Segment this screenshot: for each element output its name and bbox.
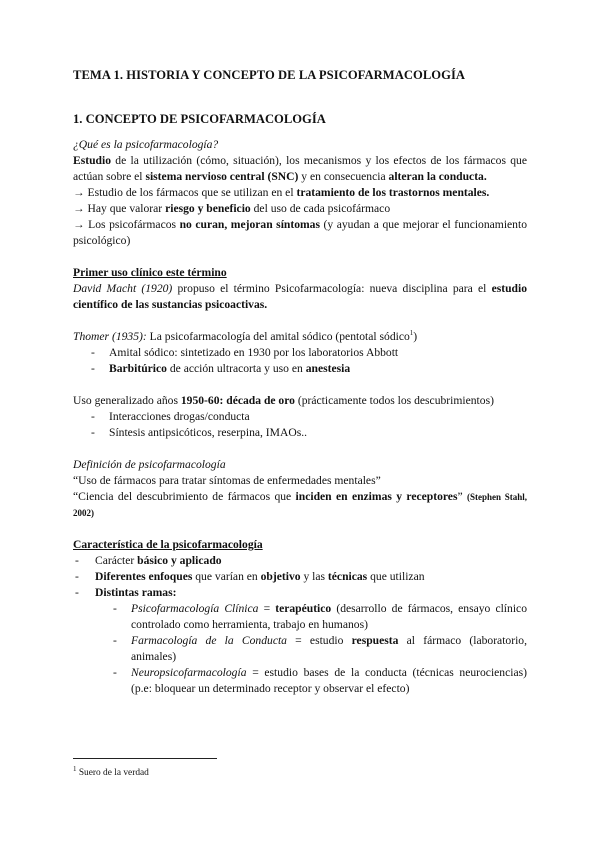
arrow-line-3: → Los psicofármacos no curan, mejoran síntomas (y ayudan a que mejorar el funcionamiento psicológico) bbox=[73, 218, 527, 247]
subsection-heading-primer-uso: Primer uso clínico este término bbox=[73, 266, 227, 279]
list-item: - Carácter básico y aplicado bbox=[73, 553, 527, 569]
list-item: - Síntesis antipsicóticos, reserpina, IMAOs.. bbox=[73, 425, 527, 441]
list-item: - Diferentes enfoques que varían en objetivo y las técnicas que utilizan bbox=[73, 569, 527, 585]
footnote-ref[interactable]: 1 bbox=[409, 329, 414, 338]
list-item: - Barbitúrico de acción ultracorta y uso en anestesia bbox=[73, 361, 527, 377]
list-item: - Farmacología de la Conducta = estudio respuesta al fármaco (laboratorio, animales) bbox=[73, 633, 527, 665]
section-heading: 1. CONCEPTO DE PSICOFARMACOLOGÍA bbox=[73, 112, 326, 126]
list-item: - Psicofarmacología Clínica = terapéutico (desarrollo de fármacos, ensayo clínico controlado como herramienta, trabajo en humanos) bbox=[73, 601, 527, 633]
thomer-paragraph: Thomer (1935): La psicofarmacología del amital sódico (pentotal sódico$^1$) bbox=[73, 329, 418, 343]
definition-quote-1: “Uso de fármacos para tratar síntomas de enfermedades mentales” bbox=[73, 474, 381, 487]
document-page bbox=[73, 67, 527, 697]
definition-paragraph: Estudio de la utilización (cómo, situación), los mecanismos y los efectos de los fármacos que actúan sobre el sistema nervioso central (SNC) y en consecuencia alteran la conducta. bbox=[73, 154, 527, 183]
arrow-line-2: → Hay que valorar riesgo y beneficio del uso de cada psicofármaco bbox=[73, 202, 391, 215]
document-title: TEMA 1. HISTORIA Y CONCEPTO DE LA PSICOFARMACOLOGÍA bbox=[73, 68, 466, 82]
macht-paragraph: David Macht (1920) propuso el término Psicofarmacología: nueva disciplina para el estudio científico de las sustancias psicoactivas. bbox=[73, 282, 527, 311]
subsection-heading-caracteristica: Característica de la psicofarmacología bbox=[73, 538, 263, 551]
uso-paragraph: Uso generalizado años 1950-60: década de oro (prácticamente todos los descubrimientos) bbox=[73, 394, 494, 407]
thomer-list bbox=[73, 345, 527, 377]
list-item: - Interacciones drogas/conducta bbox=[73, 409, 527, 425]
caracteristica-list bbox=[73, 553, 527, 601]
ramas-list bbox=[73, 601, 527, 697]
question-line: ¿Qué es la psicofarmacología? bbox=[73, 138, 219, 151]
definition-heading: Definición de psicofarmacología bbox=[73, 458, 226, 471]
footnote: $^1$ Suero de la verdad bbox=[73, 764, 149, 778]
uso-list bbox=[73, 409, 527, 441]
arrow-line-1: → Estudio de los fármacos que se utilizan en el tratamiento de los trastornos mentales. bbox=[73, 186, 490, 199]
list-item: - Neuropsicofarmacología = estudio bases de la conducta (técnicas neurociencias) (p.e: bloquear un determinado receptor y observar el efecto) bbox=[73, 665, 527, 697]
footnote-divider bbox=[73, 758, 217, 759]
list-item: - Amital sódico: sintetizado en 1930 por los laboratorios Abbott bbox=[73, 345, 527, 361]
list-item: - Distintas ramas: bbox=[73, 585, 527, 601]
definition-quote-2: “Ciencia del descubrimiento de fármacos que inciden en enzimas y receptores” (Stephen Stahl, 2002) bbox=[73, 490, 527, 518]
